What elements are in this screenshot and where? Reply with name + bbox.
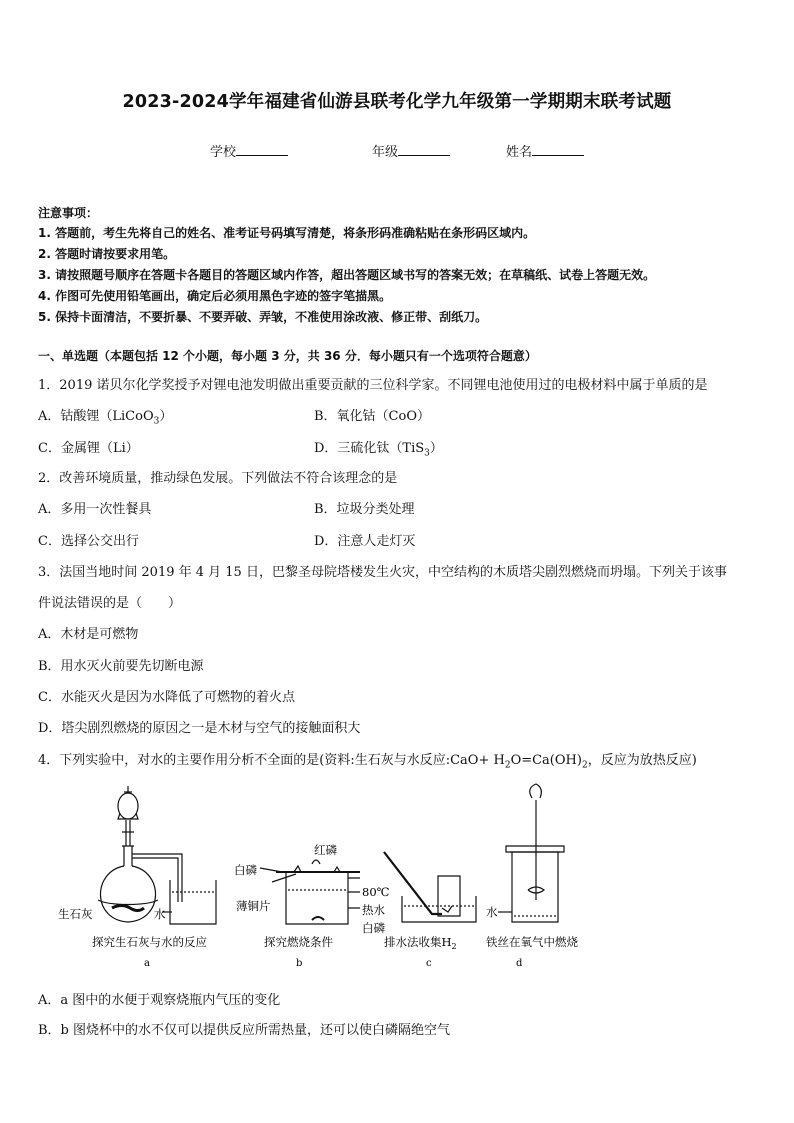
notice-heading: 注意事项： <box>38 206 99 220</box>
page-title: 2023-2024学年福建省仙游县联考化学九年级第一学期期末联考试题 <box>122 92 672 112</box>
notice-item-5: 5. 保持卡面清洁，不要折暴、不要弄破、弄皱，不准使用涂改液、修正带、刮纸刀。 <box>38 310 488 324</box>
figure-d-letter: d <box>516 958 523 969</box>
figure-c-letter: c <box>426 958 432 969</box>
q3-option-a: A．木材是可燃物 <box>38 627 139 642</box>
figure-b-white-label: 白磷 <box>234 863 257 877</box>
q3-stem-line2: 件说法错误的是（ ） <box>38 596 182 611</box>
figure-b-hot-label: 热水 <box>362 903 385 917</box>
name-blank <box>532 143 584 156</box>
figure-a-water-label: 水 <box>154 907 166 921</box>
figure-b-caption: 探究燃烧条件 <box>264 935 333 949</box>
grade-blank <box>398 143 450 156</box>
notice-item-4: 4. 作图可先使用铅笔画出，确定后必须用黑色字迹的签字笔描黑。 <box>38 289 392 303</box>
school-label: 学校 <box>210 145 237 160</box>
q3-option-c: C．水能灭火是因为水降低了可燃物的着火点 <box>38 690 295 705</box>
q4-experiment-figure <box>50 780 610 970</box>
figure-b-red-label: 红磷 <box>314 843 337 857</box>
q4-stem: 4．下列实验中，对水的主要作用分析不全面的是(资料:生石灰与水反应:CaO+ $H_2O=Ca(OH)_2$，反应为放热反应) <box>38 753 697 771</box>
q3-option-b: B．用水灭火前要先切断电源 <box>38 659 204 674</box>
figure-b-temp-label: 80℃ <box>362 885 390 899</box>
figure-d-apparatus <box>498 784 564 922</box>
q1-option-a: A．钴酸锂（LiCoO$_3$） <box>38 409 173 427</box>
q3-option-d: D．塔尖剧烈燃烧的原因之一是木材与空气的接触面积大 <box>38 721 361 736</box>
q4-option-b: B．b 图烧杯中的水不仅可以提供反应所需热量，还可以使白磷隔绝空气 <box>38 1023 451 1038</box>
figure-b-copper-label: 薄铜片 <box>236 899 271 913</box>
figure-b-white2-label: 白磷 <box>362 921 385 935</box>
grade-field <box>372 141 450 160</box>
school-blank <box>236 143 288 156</box>
q2-option-c: C．选择公交出行 <box>38 534 139 549</box>
q3-stem-line1: 3．法国当地时间 2019 年 4 月 15 日，巴黎圣母院塔楼发生火灾，中空结构的木质塔尖剧烈燃烧而坍塌。下列关于该事 <box>38 565 727 580</box>
q2-stem: 2．改善环境质量，推动绿色发展。下列做法不符合该理念的是 <box>38 471 398 486</box>
q2-option-d: D．注意人走灯灭 <box>314 534 416 549</box>
figure-b-letter: b <box>296 958 303 969</box>
q4-option-a: A．a 图中的水便于观察烧瓶内气压的变化 <box>38 993 281 1008</box>
q1-option-b: B．氧化钴（CoO） <box>314 409 430 424</box>
figure-a-apparatus <box>98 786 216 924</box>
school-field <box>210 141 288 160</box>
q1-stem: 1．2019 诺贝尔化学奖授予对锂电池发明做出重要贡献的三位科学家。不同锂电池使用过的电极材料中属于单质的是 <box>38 378 708 393</box>
q2-option-a: A．多用一次性餐具 <box>38 502 152 517</box>
name-field <box>506 141 584 160</box>
notice-item-3: 3. 请按照题号顺序在答题卡各题目的答题区域内作答，超出答题区域书写的答案无效；在草稿纸、试卷上答题无效。 <box>38 268 656 282</box>
q2-option-b: B．垃圾分类处理 <box>314 502 415 517</box>
figure-c-apparatus <box>384 852 476 922</box>
section-heading: 一、单选题（本题包括 12 个小题，每小题 3 分，共 36 分．每小题只有一个选项符合题意） <box>38 349 537 363</box>
figure-d-caption: 铁丝在氧气中燃烧 <box>486 935 578 949</box>
name-label: 姓名 <box>506 145 533 160</box>
figure-a-caption: 探究生石灰与水的反应 <box>92 935 207 949</box>
notice-item-2: 2. 答题时请按要求用笔。 <box>38 247 176 261</box>
notice-item-1: 1. 答题前，考生先将自己的姓名、准考证号码填写清楚，将条形码准确粘贴在条形码区域内。 <box>38 226 536 240</box>
figure-b-apparatus <box>260 860 360 924</box>
figure-a-letter: a <box>144 958 150 969</box>
q1-option-d: D．三硫化钛（TiS$_3$） <box>314 441 443 459</box>
grade-label: 年级 <box>372 145 399 160</box>
figure-d-water-label: 水 <box>486 905 498 919</box>
figure-c-caption: 排水法收集$H_2$ <box>384 935 457 951</box>
q1-option-c: C．金属锂（Li） <box>38 441 139 456</box>
figure-a-lime-label: 生石灰 <box>58 907 93 921</box>
